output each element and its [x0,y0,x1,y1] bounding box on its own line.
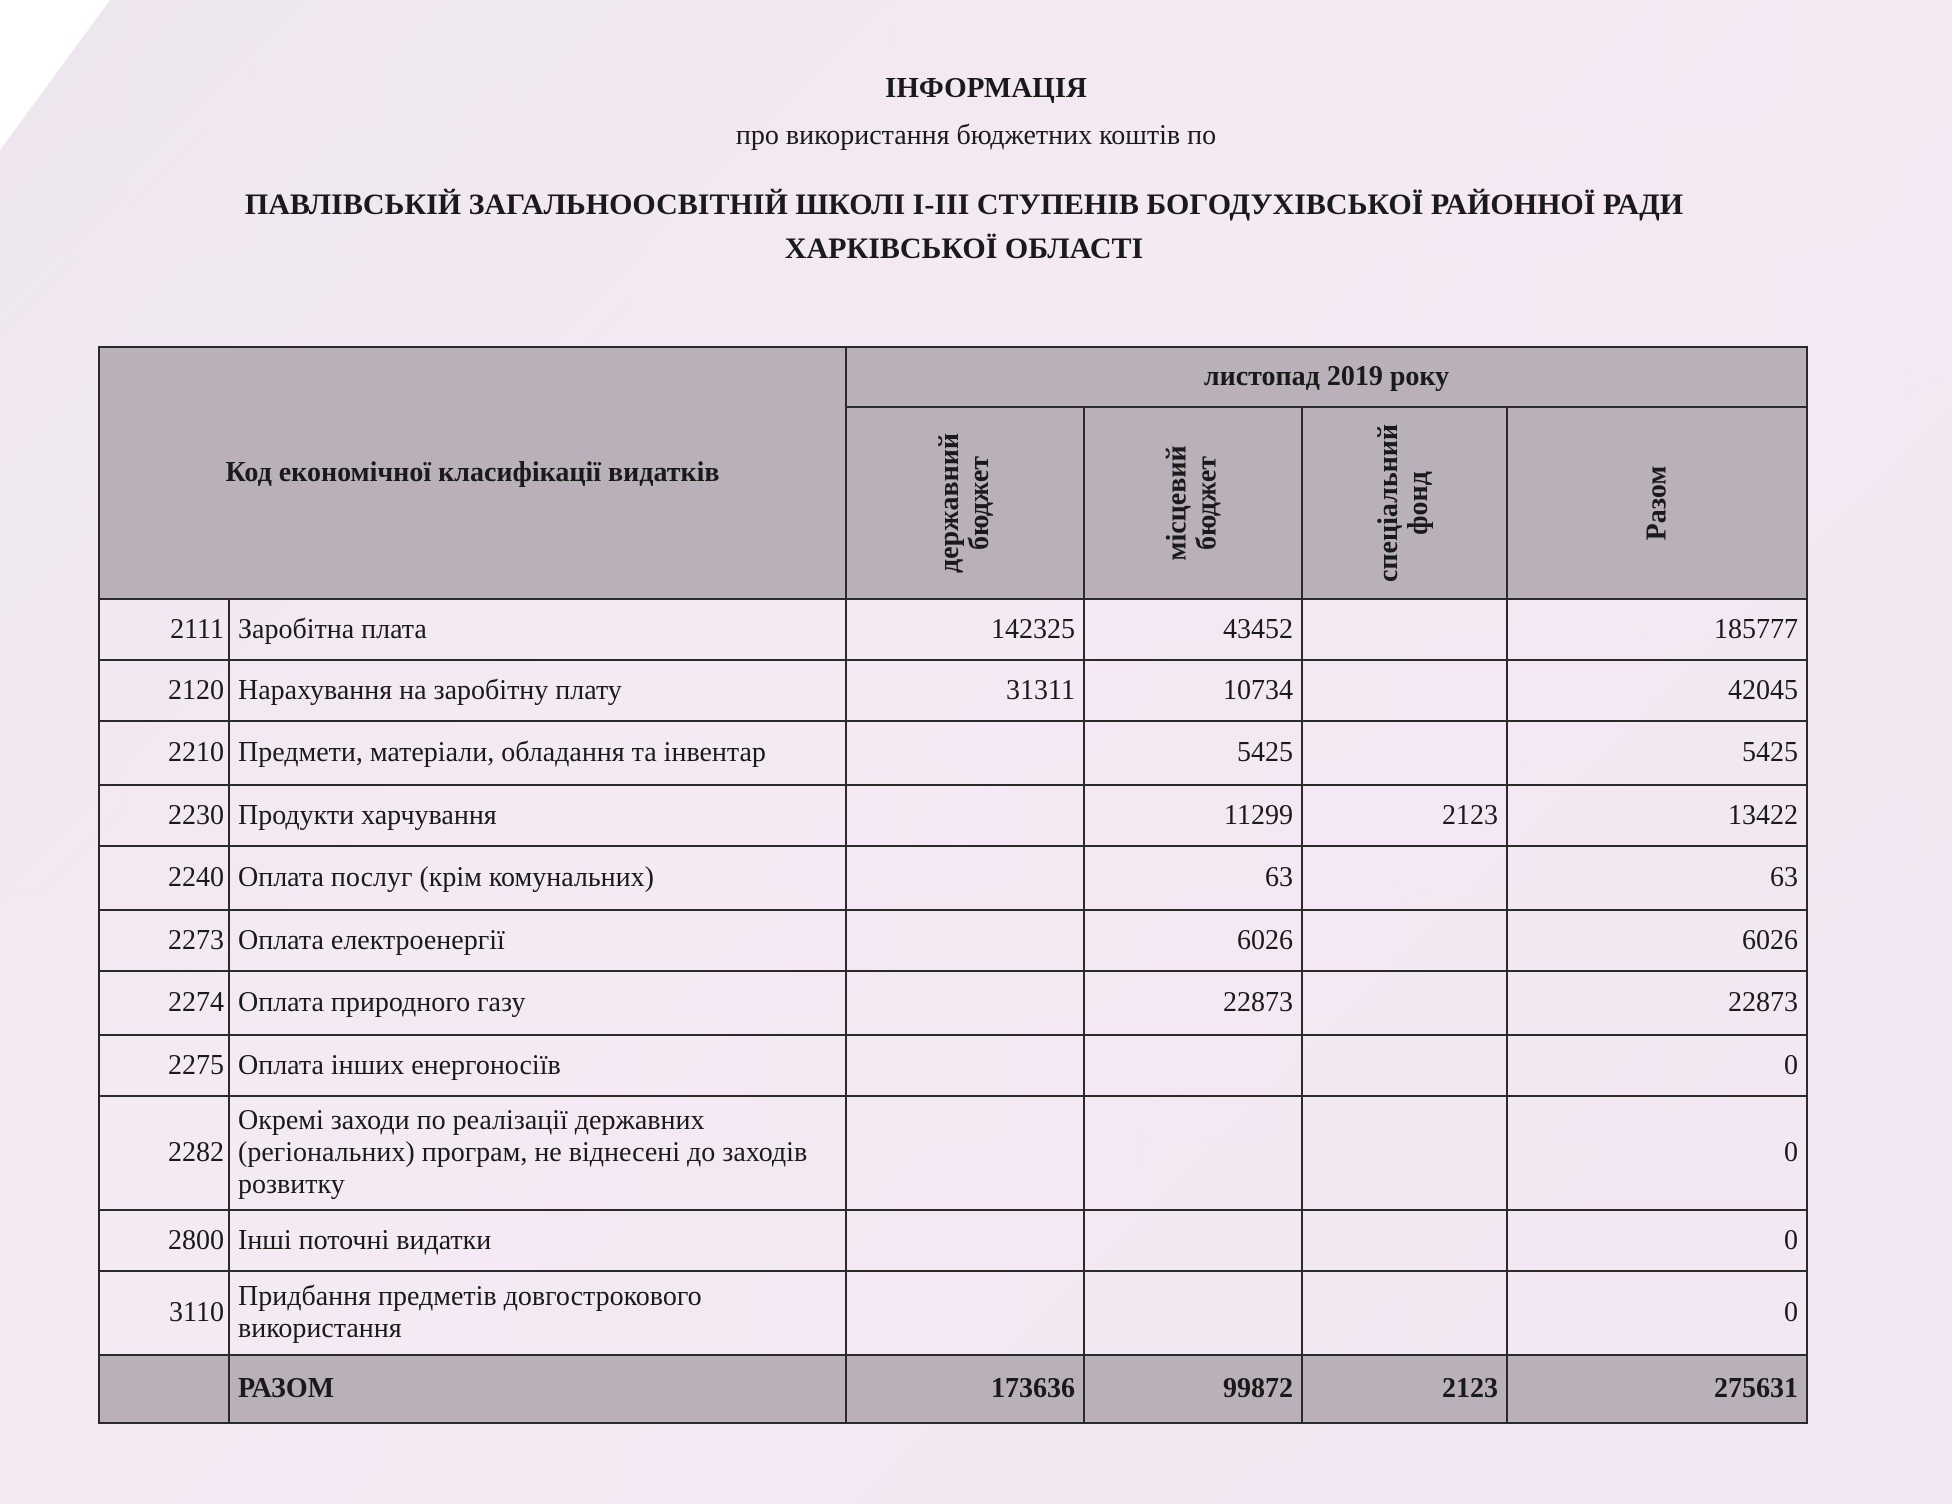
column-header-local-budget: місцевий бюджет [1084,407,1302,599]
row-state-budget [846,1035,1084,1096]
row-total: 63 [1507,846,1807,910]
row-name: Оплата інших енергоносіїв [229,1035,846,1096]
row-name: Продукти харчування [229,785,846,846]
row-total: 0 [1507,1271,1807,1355]
row-code: 2230 [99,785,229,846]
row-state-budget [846,721,1084,785]
total-local-budget: 99872 [1084,1355,1302,1423]
row-local-budget: 22873 [1084,971,1302,1035]
row-total: 5425 [1507,721,1807,785]
table-row [99,846,1807,910]
row-code: 3110 [99,1271,229,1355]
row-name: Заробітна плата [229,599,846,660]
total-grand-total: 275631 [1507,1355,1807,1423]
table-row [99,971,1807,1035]
row-total: 42045 [1507,660,1807,721]
table-row [99,1035,1807,1096]
total-state-budget: 173636 [846,1355,1084,1423]
row-special-fund [1302,1271,1507,1355]
row-state-budget [846,1271,1084,1355]
row-state-budget [846,1096,1084,1210]
table-total-row [99,1355,1807,1423]
table-row [99,910,1807,971]
column-header-total: Разом [1507,407,1807,599]
table-row [99,785,1807,846]
row-local-budget: 6026 [1084,910,1302,971]
total-code [99,1355,229,1423]
row-name: Оплата послуг (крім комунальних) [229,846,846,910]
total-label: РАЗОМ [229,1355,846,1423]
row-local-budget: 10734 [1084,660,1302,721]
column-header-code: Код економічної класифікації видатків [99,347,846,599]
table-row [99,599,1807,660]
row-local-budget: 5425 [1084,721,1302,785]
row-special-fund [1302,660,1507,721]
table-row [99,1210,1807,1271]
row-total: 0 [1507,1035,1807,1096]
row-special-fund [1302,1096,1507,1210]
row-code: 2273 [99,910,229,971]
row-name: Оплата електроенергії [229,910,846,971]
row-state-budget [846,971,1084,1035]
table-row [99,660,1807,721]
table-row [99,1096,1807,1210]
row-name: Окремі заходи по реалізації державних (регіональних) програм, не віднесені до заходів розвитку [229,1096,846,1210]
row-total: 13422 [1507,785,1807,846]
row-total: 6026 [1507,910,1807,971]
row-special-fund [1302,599,1507,660]
total-special-fund: 2123 [1302,1355,1507,1423]
document-subtitle: про використання бюджетних коштів по [735,120,1217,151]
row-name: Інші поточні видатки [229,1210,846,1271]
row-state-budget [846,846,1084,910]
table-row [99,1271,1807,1355]
row-code: 2282 [99,1096,229,1210]
row-total: 22873 [1507,971,1807,1035]
row-state-budget: 31311 [846,660,1084,721]
row-code: 2274 [99,971,229,1035]
row-special-fund [1302,971,1507,1035]
document-title: ІНФОРМАЦІЯ [885,72,1087,104]
budget-table [98,346,1808,1424]
row-state-budget: 142325 [846,599,1084,660]
row-code: 2800 [99,1210,229,1271]
row-local-budget: 63 [1084,846,1302,910]
row-code: 2210 [99,721,229,785]
row-local-budget: 11299 [1084,785,1302,846]
row-code: 2275 [99,1035,229,1096]
row-total: 0 [1507,1096,1807,1210]
row-state-budget [846,1210,1084,1271]
row-special-fund: 2123 [1302,785,1507,846]
row-local-budget [1084,1210,1302,1271]
row-name: Оплата природного газу [229,971,846,1035]
row-special-fund [1302,846,1507,910]
row-state-budget [846,910,1084,971]
row-local-budget [1084,1035,1302,1096]
row-total: 0 [1507,1210,1807,1271]
row-special-fund [1302,721,1507,785]
row-total: 185777 [1507,599,1807,660]
column-header-period: листопад 2019 року [846,347,1807,407]
organization-line-2: ХАРКІВСЬКОЇ ОБЛАСТІ [784,232,1144,265]
organization-line-1: ПАВЛІВСЬКІЙ ЗАГАЛЬНООСВІТНІЙ ШКОЛІ І-ІІІ СТУПЕНІВ БОГОДУХІВСЬКОЇ РАЙОННОЇ РАДИ [244,188,1684,221]
row-local-budget: 43452 [1084,599,1302,660]
row-local-budget [1084,1096,1302,1210]
column-header-state-budget: державний бюджет [846,407,1084,599]
row-special-fund [1302,1035,1507,1096]
row-special-fund [1302,1210,1507,1271]
row-name: Придбання предметів довгострокового використання [229,1271,846,1355]
row-state-budget [846,785,1084,846]
row-code: 2240 [99,846,229,910]
row-special-fund [1302,910,1507,971]
row-local-budget [1084,1271,1302,1355]
row-name: Предмети, матеріали, обладання та інвентар [229,721,846,785]
table-row [99,721,1807,785]
row-name: Нарахування на заробітну плату [229,660,846,721]
table-header-row-1 [99,347,1807,407]
column-header-special-fund: спеціальний фонд [1302,407,1507,599]
row-code: 2111 [99,599,229,660]
row-code: 2120 [99,660,229,721]
